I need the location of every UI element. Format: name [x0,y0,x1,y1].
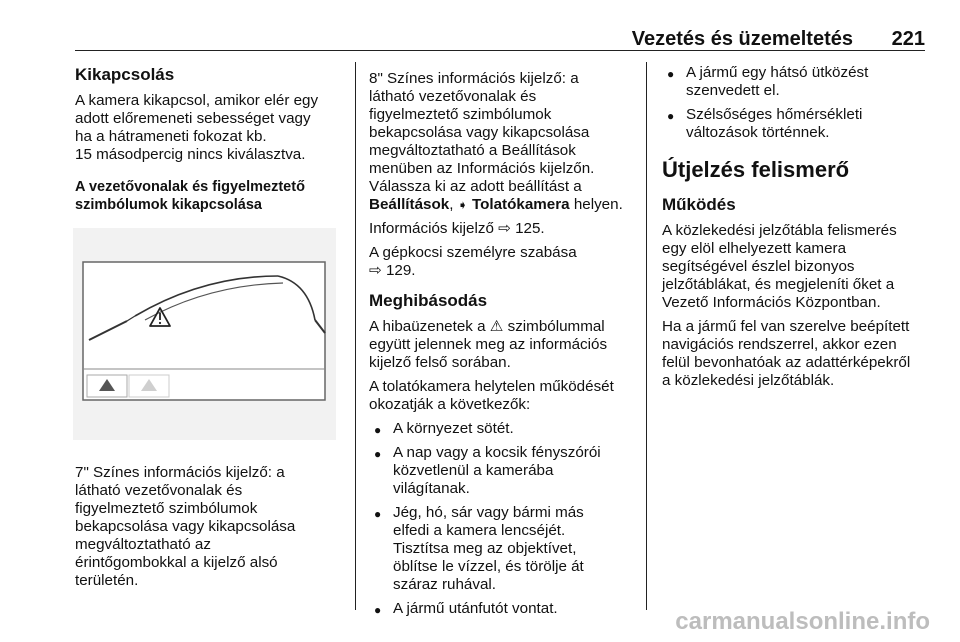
text-line: figyelmeztető szimbólumok [369,106,552,123]
text-line: segítségével észlel bizonyos [662,258,855,275]
heading-mukodes: Működés [662,195,736,214]
text-line: A környezet sötét. [393,420,514,437]
arrow-icon: ➧ [457,198,468,212]
separator: , [449,196,458,213]
list-item [369,444,641,498]
text-line: 15 másodpercig nincs kiválasztva. [75,146,306,163]
text-line: világítanak. [393,480,470,497]
text-line: elfedi a kamera lencséjét. [393,522,566,539]
page-number: 221 [891,28,925,50]
text-line: A kamera kikapcsol, amikor elér egy [75,92,319,109]
text-line: Tisztítsa meg az objektívet, [393,540,577,557]
text-part: szimbólummal [503,318,605,335]
text-line: Jég, hó, sár vagy bármi más [393,504,584,521]
text-line [369,196,641,214]
text-line: bekapcsolása vagy kikapcsolása [369,124,590,141]
text-line: adott előremeneti sebességet vagy [75,110,311,127]
menu-path-settings: Beállítások [369,196,450,213]
text-line: Vezető Információs Központban. [662,294,881,311]
text-line: szenvedett el. [686,82,780,99]
text-line: területén. [75,572,139,589]
menu-path-rear-camera: Tolatókamera [471,196,570,213]
text-line: közvetlenül a kamerába [393,462,554,479]
subheading-guidelines [75,178,345,214]
text-line: jelzőtáblákat, és megjeleníti őket a [662,276,895,293]
text-line: megváltoztatható a Beállítások [369,142,576,159]
text-line: együtt jelennek meg az információs [369,336,608,353]
list-item [662,106,927,142]
bullet-icon: ● [667,67,675,81]
watermark: carmanualsonline.info [675,608,930,635]
column-divider-1 [355,62,356,610]
text-line: látható vezetővonalak és [75,482,243,499]
heading-meghibasodas: Meghibásodás [369,291,488,310]
text-line: okozatják a következők: [369,396,531,413]
text-line: A jármű utánfutót vontat. [393,600,558,617]
bullet-icon: ● [374,507,382,521]
text-line: ⇨ 129. [369,262,416,279]
camera-display-svg [73,228,336,440]
text-line: 7" Színes információs kijelző: a [75,464,285,481]
list-item [369,504,641,594]
warning-icon: ⚠ [489,318,504,335]
text-line: A vezetővonalak és figyelmeztető [75,179,305,195]
text-line: egy elöl elhelyezett kamera [662,240,847,257]
causes-list-continued [662,64,927,142]
text-line: változások történnek. [686,124,830,141]
text-line: A nap vagy a kocsik fényszórói [393,444,601,461]
text-tail: helyen. [569,196,623,213]
text-line: szimbólumok kikapcsolása [75,197,262,213]
header-rule [75,50,925,51]
bullet-icon: ● [667,109,675,123]
list-item [662,64,927,100]
text-line: érintőgombokkal a kijelző alsó [75,554,278,571]
text-line: öblítse le vízzel, és törölje át [393,558,584,575]
bullet-icon: ● [374,447,382,461]
column-3 [662,64,927,396]
list-item [369,420,641,438]
text-line: kijelző felső sorában. [369,354,511,371]
text-line: 8" Színes információs kijelző: a [369,70,579,87]
camera-display-illustration [73,228,336,440]
text-line: navigációs rendszerrel, akkor ezen [662,336,897,353]
text-line: A gépkocsi személyre szabása [369,244,577,261]
bullet-icon: ● [374,423,382,437]
text-line: ha a hátrameneti fokozat kb. [75,128,267,145]
causes-list [369,420,641,618]
text-part: A hibaüzenetek a [369,318,490,335]
list-item [369,600,641,618]
text-line: megváltoztatható az [75,536,211,553]
text-line [369,318,641,336]
page-header [75,28,925,50]
section-title: Vezetés és üzemeltetés [631,28,853,50]
column-2 [369,64,641,626]
column-1 [75,64,345,596]
text-line: Szélsőséges hőmérsékleti [686,106,863,123]
text-line: a közlekedési jelzőtáblák. [662,372,835,389]
text-line: felül bevonhatóak az adattérképekről [662,354,911,371]
column-divider-2 [646,62,647,610]
text-line: Válassza ki az adott beállítást a [369,178,582,195]
text-line: A jármű egy hátsó ütközést [686,64,869,81]
text-line: Ha a jármű fel van szerelve beépített [662,318,910,335]
text-line: menüben az Információs kijelzőn. [369,160,595,177]
text-line: látható vezetővonalak és [369,88,537,105]
text-line: száraz ruhával. [393,576,496,593]
reference-info-display: Információs kijelző ⇨ 125. [369,220,545,237]
text-line: A közlekedési jelzőtábla felismerés [662,222,897,239]
heading-kikapcsolas: Kikapcsolás [75,65,175,84]
text-line: bekapcsolása vagy kikapcsolása [75,518,296,535]
text-line: A tolatókamera helytelen működését [369,378,614,395]
heading-traffic-sign-recognition: Útjelzés felismerő [662,157,850,182]
text-line: figyelmeztető szimbólumok [75,500,258,517]
bullet-icon: ● [374,603,382,617]
